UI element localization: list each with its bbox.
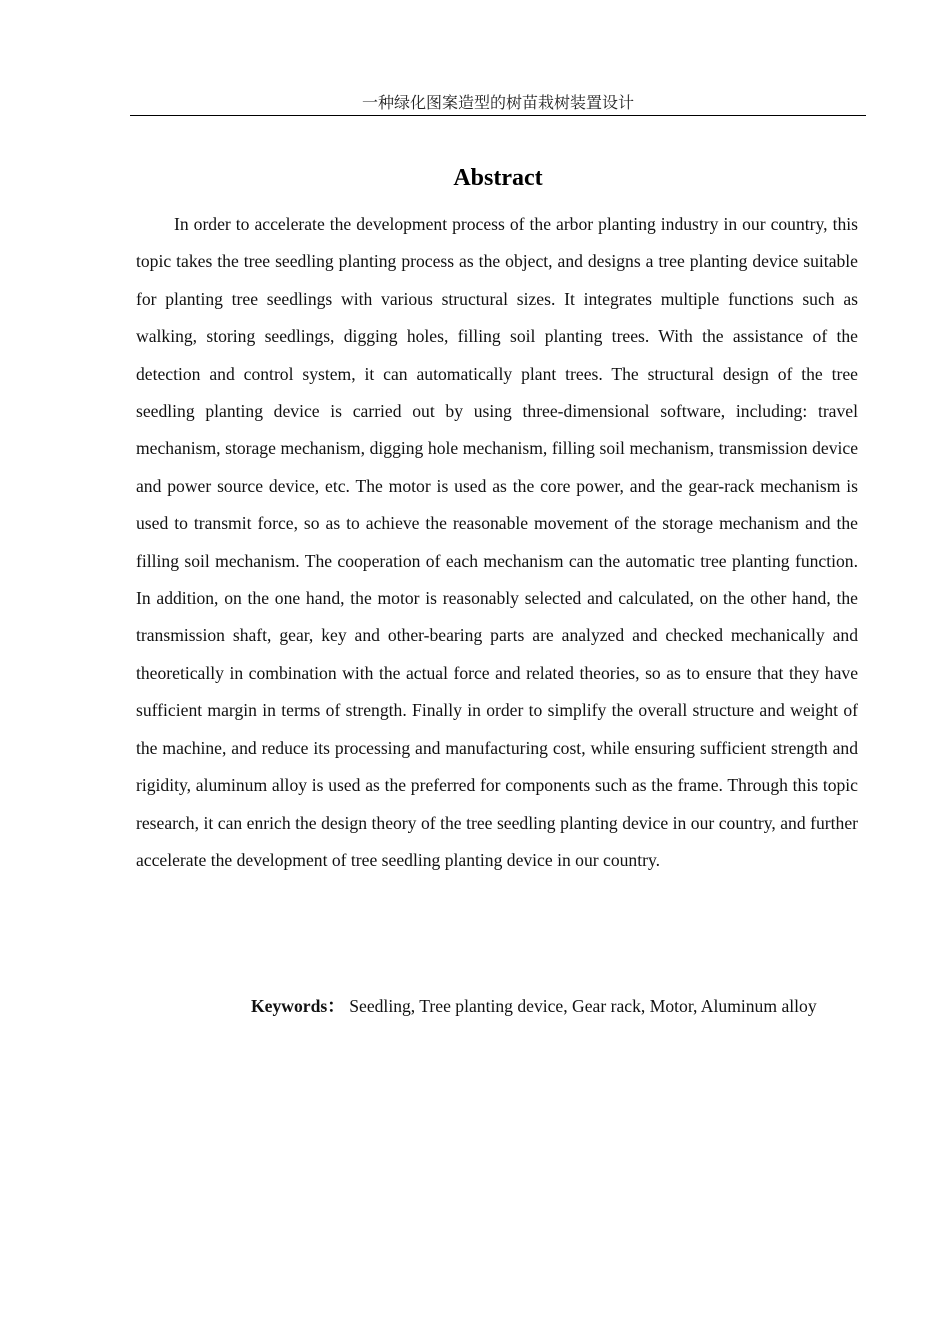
abstract-title: Abstract xyxy=(453,165,543,192)
running-header: 一种绿化图案造型的树苗栽树装置设计 xyxy=(361,93,634,112)
keywords-text: Seedling, Tree planting device, Gear rack, Motor, Aluminum alloy xyxy=(344,996,817,1016)
header-rule xyxy=(130,115,866,116)
keywords-line xyxy=(136,988,858,1025)
abstract-paragraph: In order to accelerate the development process of the arbor planting industry in our country, this topic takes the tree seedling planting process as the object, and designs a tree planting device suitable for planting tree seedlings with various structural sizes. It integrates multiple functions such as walking, storing seedlings, digging holes, filling soil planting trees. With the assistance of the detection and control system, it can automatically plant trees. The structural design of the tree seedling planting device is carried out by using three-dimensional software, including: travel mechanism, storage mechanism, digging hole mechanism, filling soil mechanism, transmission device and power source device, etc. The motor is used as the core power, and the gear-rack mechanism is used to transmit force, so as to achieve the reasonable movement of the storage mechanism and the filling soil mechanism. The cooperation of each mechanism can the automatic tree planting function. In addition, on the one hand, the motor is reasonably selected and calculated, on the other hand, the transmission shaft, gear, key and other-bearing parts are analyzed and checked mechanically and theoretically in combination with the actual force and related theories, so as to ensure that they have sufficient margin in terms of strength. Finally in order to simplify the overall structure and weight of the machine, and reduce its processing and manufacturing cost, while ensuring sufficient strength and rigidity, aluminum alloy is used as the preferred for components such as the frame. Through this topic research, it can enrich the design theory of the tree seedling planting device in our country, and further accelerate the development of tree seedling planting device in our country. xyxy=(136,214,858,870)
keywords-label: Keywords： xyxy=(251,996,345,1016)
